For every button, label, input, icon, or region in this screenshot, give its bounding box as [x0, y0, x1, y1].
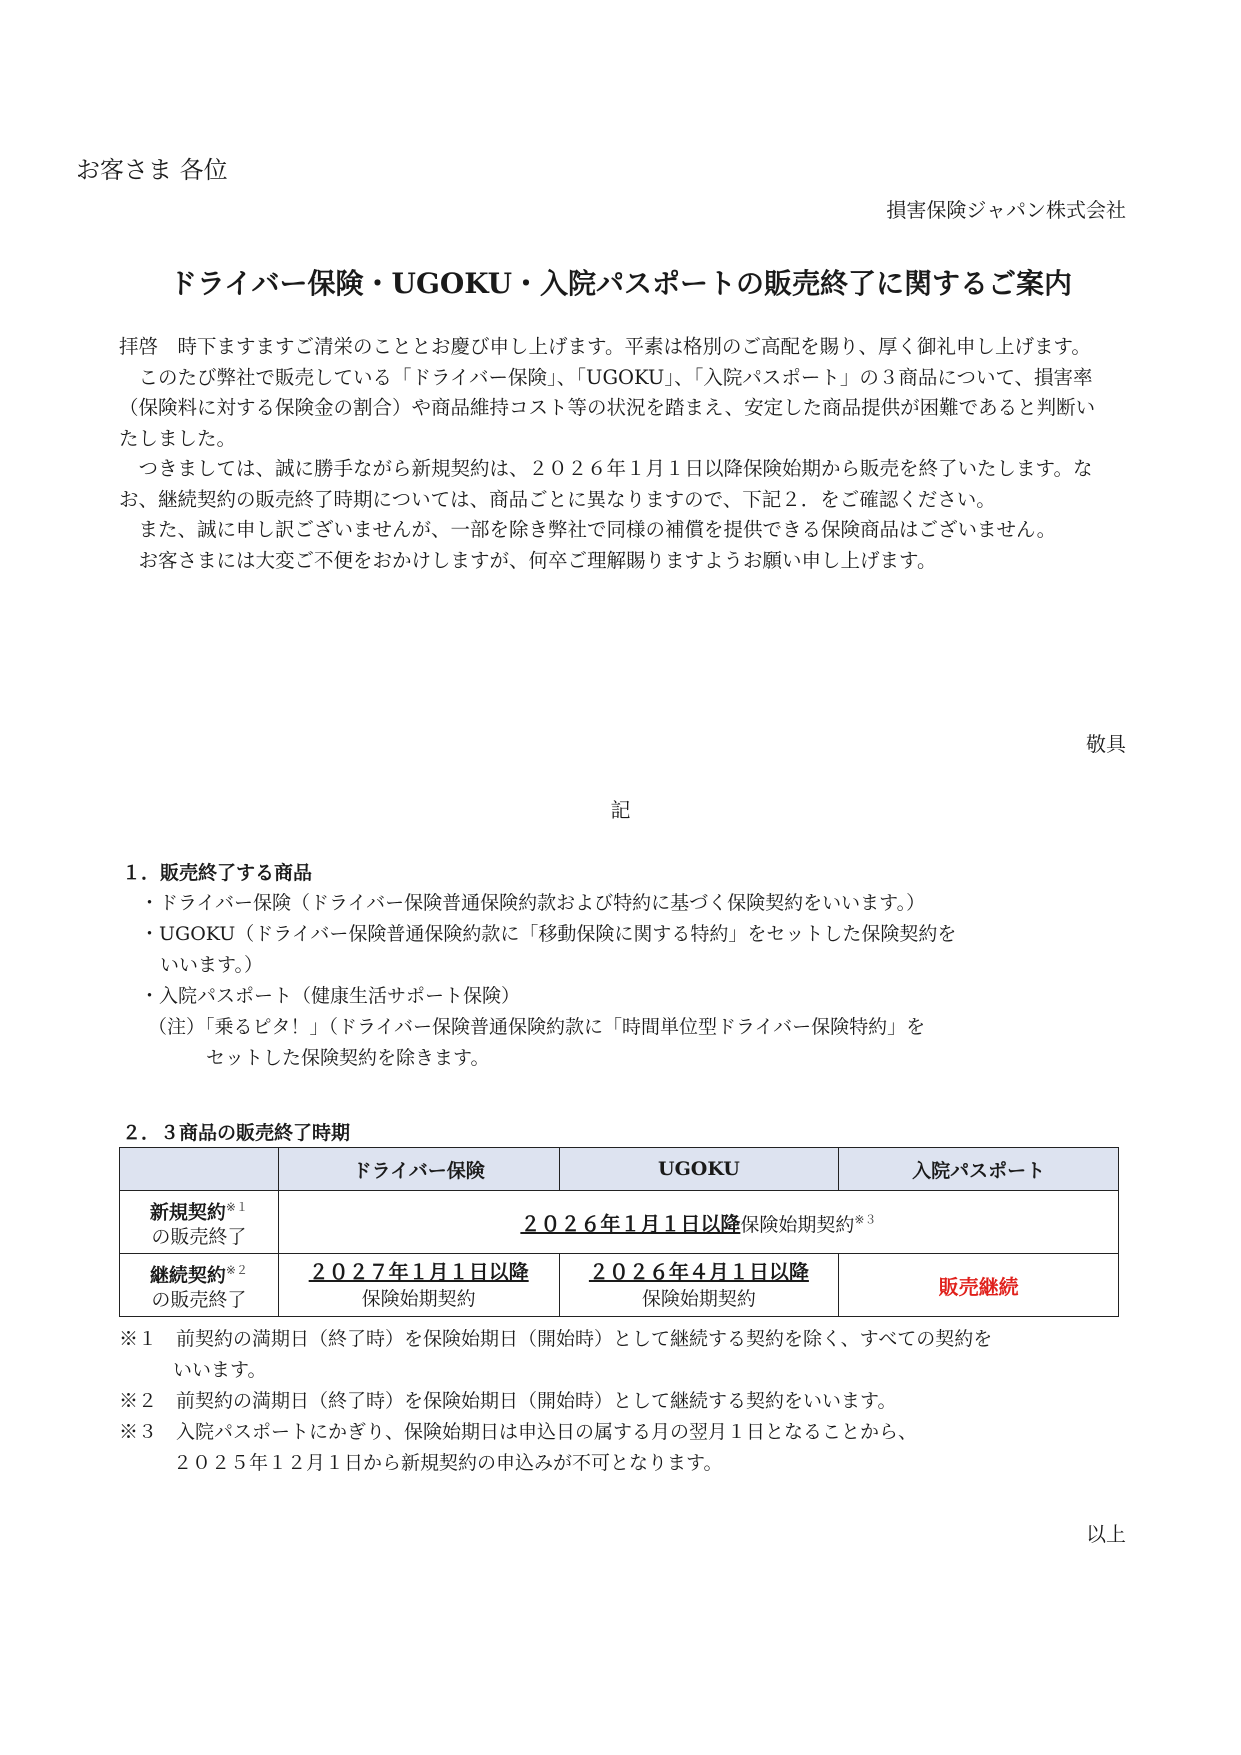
- footnotes: [119, 1324, 1119, 1479]
- continue-sales-status: 販売継続: [938, 1274, 1019, 1299]
- row-label: [120, 1191, 279, 1254]
- table-header-row: [120, 1148, 1119, 1191]
- body-paragraph: つきましては、誠に勝手ながら新規契約は、２０２６年１月１日以降保険始期から販売を終了いたします。なお、継続契約の販売終了時期については、商品ごとに異なりますので、下記２．をご確認ください。: [119, 457, 1093, 511]
- row-label-main: 継続契約: [149, 1264, 226, 1287]
- row-label-main: 新規契約: [149, 1201, 226, 1224]
- company-name: 損害保険ジャパン株式会社: [886, 198, 1126, 222]
- ugoku-renewal-cell: [559, 1254, 839, 1317]
- row-label-sub: の販売終了: [151, 1225, 247, 1248]
- list-item: ・ドライバー保険（ドライバー保険普通保険約款および特約に基づく保険契約をいいます。）: [140, 892, 926, 914]
- footnote-continuation: いいます。: [173, 1359, 267, 1381]
- body-paragraph: このたび弊社で販売している「ドライバー保険」、「UGOKU」、「入院パスポート」の３商品について、損害率（保険料に対する保険金の割合）や商品維持コスト等の状況を踏まえ、安定した商品提供が困難であると判断いたしました。: [119, 365, 1096, 450]
- footnote-ref: ※２: [225, 1263, 248, 1278]
- footnote-ref: ※１: [225, 1200, 248, 1215]
- new-contract-end-cell: [278, 1191, 1118, 1254]
- footnote: ※１ 前契約の満期日（終了時）を保険始期日（開始時）として継続する契約を除く、すべての契約を: [119, 1328, 993, 1350]
- table-header-cell: ドライバー保険: [278, 1148, 559, 1191]
- document-title: ドライバー保険・UGOKU・入院パスポートの販売終了に関するご案内: [168, 267, 1073, 300]
- table-header-cell: [120, 1148, 279, 1191]
- table-row-renewal: [120, 1254, 1119, 1317]
- end-date: ２０２６年４月１日以降: [588, 1259, 809, 1284]
- end-date-suffix: 保険始期契約: [361, 1287, 476, 1310]
- row-label: [120, 1254, 279, 1317]
- end-date: ２０２６年１月１日以降: [520, 1211, 741, 1236]
- body-text: [119, 332, 1104, 576]
- footnote-continuation: ２０２５年１２月１日から新規契約の申込みが不可となります。: [173, 1452, 723, 1474]
- body-paragraph: 拝啓 時下ますますご清栄のこととお慶び申し上げます。平素は格別のご高配を賜り、厚く御礼申し上げます。: [119, 335, 1091, 358]
- ending-ijo: 以上: [1086, 1522, 1126, 1546]
- list-item-continuation: いいます。）: [160, 954, 263, 976]
- addressee: お客さま 各位: [76, 156, 228, 184]
- end-date-suffix: 保険始期契約: [740, 1213, 855, 1236]
- body-paragraph: また、誠に申し訳ございませんが、一部を除き弊社で同様の補償を提供できる保険商品はございません。: [138, 518, 1057, 541]
- row-label-sub: の販売終了: [151, 1288, 247, 1311]
- footnote: ※２ 前契約の満期日（終了時）を保険始期日（開始時）として継続する契約をいいます。: [119, 1390, 897, 1412]
- closing-keigu: 敬具: [1086, 732, 1126, 756]
- list-item: ・UGOKU（ドライバー保険普通保険約款に「移動保険に関する特約」をセットした保険契約を: [140, 923, 957, 945]
- driver-renewal-cell: [278, 1254, 559, 1317]
- section1-heading: １．販売終了する商品: [122, 862, 313, 884]
- table-row-new-contract: [120, 1191, 1119, 1254]
- note-line: （注）「乗るピタ！」（ドライバー保険普通保険約款に「時間単位型ドライバー保険特約」を: [148, 1016, 926, 1038]
- end-date-suffix: 保険始期契約: [641, 1287, 756, 1310]
- nyuin-renewal-cell: [839, 1254, 1119, 1317]
- end-date: ２０２７年１月１日以降: [308, 1259, 529, 1284]
- list-item: ・入院パスポート（健康生活サポート保険）: [140, 985, 521, 1007]
- footnote: ※３ 入院パスポートにかぎり、保険始期日は申込日の属する月の翌月１日となることから、: [119, 1421, 918, 1443]
- note-continuation: セットした保険契約を除きます。: [206, 1047, 490, 1069]
- ki-marker: 記: [610, 798, 631, 822]
- footnote-ref: ※３: [854, 1212, 877, 1227]
- table-header-cell: UGOKU: [559, 1148, 839, 1191]
- body-paragraph: お客さまには大変ご不便をおかけしますが、何卒ご理解賜りますようお願い申し上げます。: [138, 548, 937, 572]
- table-header-cell: 入院パスポート: [839, 1148, 1119, 1191]
- product-list: [140, 888, 1090, 1074]
- schedule-table: [119, 1147, 1119, 1317]
- section2-heading: ２．３商品の販売終了時期: [122, 1122, 351, 1144]
